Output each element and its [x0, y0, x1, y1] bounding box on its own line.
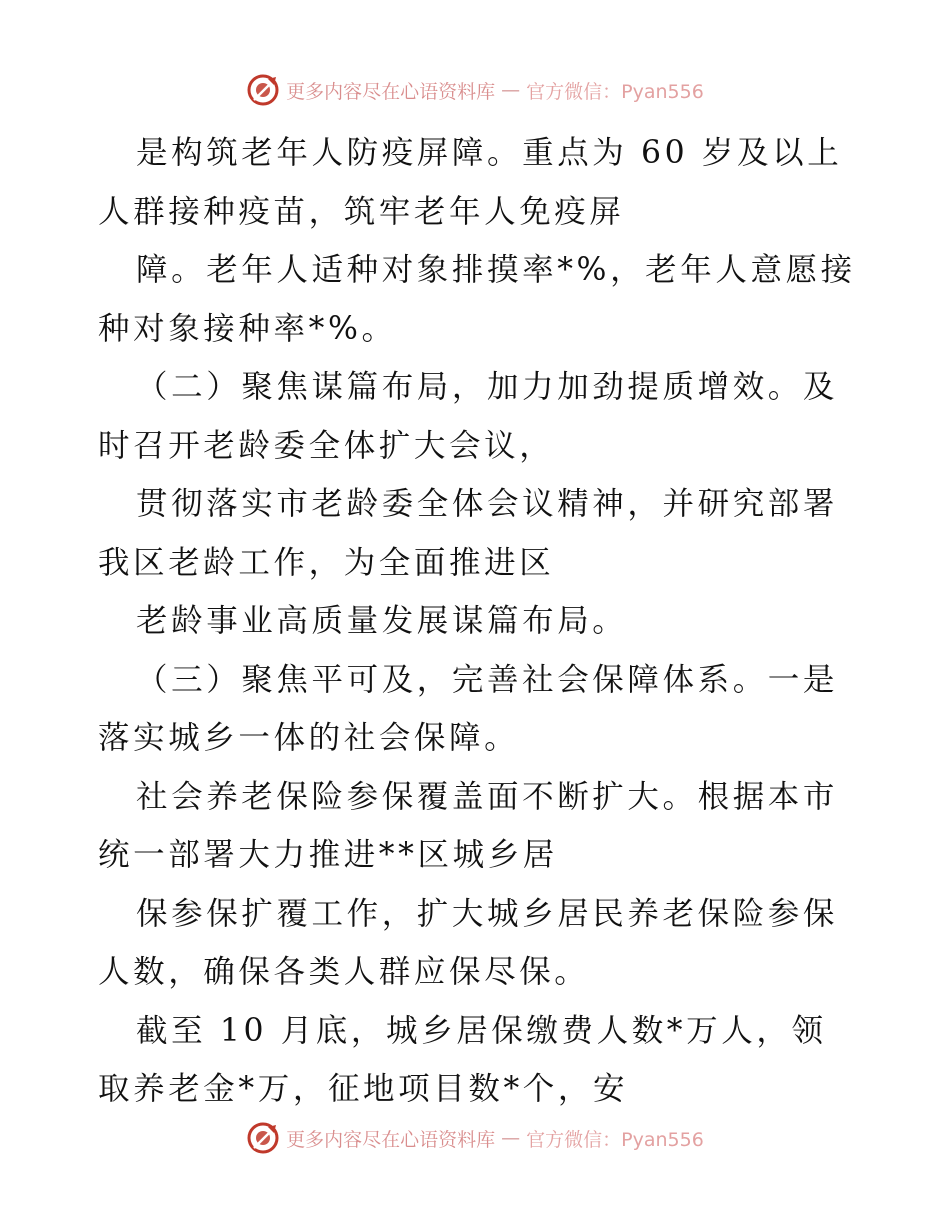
brand-logo-icon [246, 1121, 280, 1155]
brand-logo-icon [246, 73, 280, 107]
paragraph: 障。老年人适种对象排摸率*%，老年人意愿接种对象接种率*%。 [98, 252, 856, 347]
paragraph: 保参保扩覆工作，扩大城乡居民养老保险参保人数，确保各类人群应保尽保。 [98, 895, 839, 990]
banner-wechat-text: 官方微信：Pyan556 [526, 1128, 704, 1151]
banner-separator: — [501, 1127, 521, 1149]
paragraph: 社会养老保险参保覆盖面不断扩大。根据本市统一部署大力推进**区城乡居 [98, 778, 839, 873]
paragraph: （二）聚焦谋篇布局，加力加劲提质增效。及时召开老龄委全体扩大会议， [98, 369, 839, 464]
paragraph: 贯彻落实市老龄委全体会议精神，并研究部署我区老龄工作，为全面推进区 [98, 486, 839, 581]
document-body [98, 124, 858, 1119]
paragraph: 老龄事业高质量发展谋篇布局。 [136, 603, 628, 639]
paragraph: （三）聚焦平可及，完善社会保障体系。一是落实城乡一体的社会保障。 [98, 661, 839, 756]
footer-watermark-banner [0, 1118, 950, 1158]
paragraph: 是构筑老年人防疫屏障。重点为 60 岁及以上人群接种疫苗，筑牢老年人免疫屏 [98, 135, 843, 230]
banner-separator: — [501, 79, 521, 101]
banner-site-text: 更多内容尽在心语资料库 [286, 1128, 496, 1151]
header-watermark-banner [0, 70, 950, 110]
banner-wechat-text: 官方微信：Pyan556 [526, 80, 704, 103]
banner-site-text: 更多内容尽在心语资料库 [286, 80, 496, 103]
paragraph: 截至 10 月底，城乡居保缴费人数*万人，领取养老金*万，征地项目数*个，安 [98, 1012, 827, 1107]
